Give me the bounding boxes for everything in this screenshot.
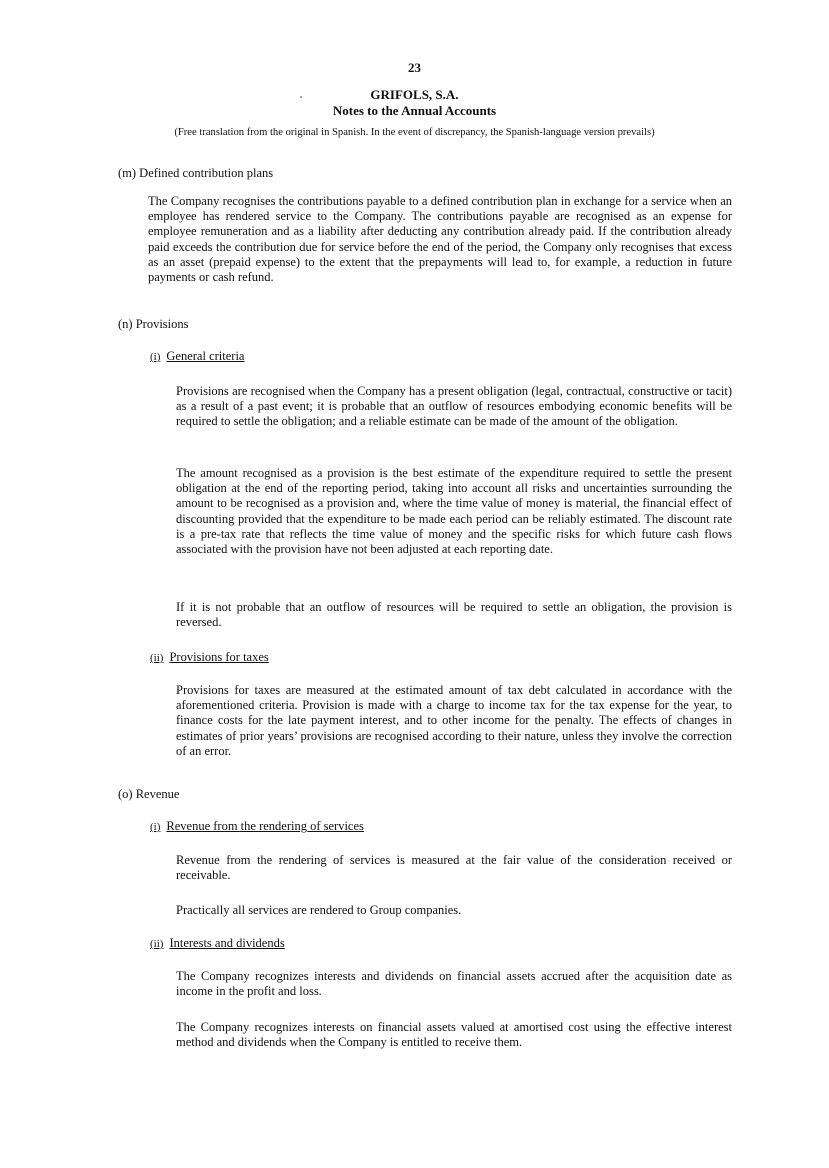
sub-number: (i) <box>150 351 161 363</box>
section-o-heading: (o) Revenue <box>118 787 180 801</box>
services-revenue-paragraph-1: Revenue from the rendering of services is measured at the fair value of the consideration received or receivable. <box>176 853 732 883</box>
section-n-sub1-heading <box>150 349 244 364</box>
company-name: GRIFOLS, S.A. <box>370 87 459 102</box>
page-number: 23 <box>408 60 421 75</box>
sub-title: Provisions for taxes <box>169 650 269 664</box>
general-criteria-paragraph-1: Provisions are recognised when the Company has a present obligation (legal, contractual, constructive or tacit) as a result of a past event; it is probable that an outflow of resources embodying economic benefits will be required to settle the obligation; and a reliable estimate can be made of the amount of the obligation. <box>176 384 732 429</box>
sub-title: General criteria <box>166 349 245 363</box>
sub-title: Interests and dividends <box>169 936 285 950</box>
services-revenue-paragraph-2: Practically all services are rendered to Group companies. <box>176 903 462 917</box>
section-o-sub1-heading <box>150 819 364 834</box>
provisions-for-taxes-paragraph: Provisions for taxes are measured at the estimated amount of tax debt calculated in accordance with the aforementioned criteria. Provision is made with a charge to income tax for the tax expense for the year, to finance costs for the late payment interest, and to other income for the penalty. The effects of changes in estimates of prior years’ provisions are recognised according to their nature, unless they involve the correction of an error. <box>176 683 732 758</box>
interests-dividends-paragraph-1: The Company recognizes interests and dividends on financial assets accrued after the acquisition date as income in the profit and loss. <box>176 969 732 999</box>
section-n-sub2-heading <box>150 650 269 665</box>
stray-dot-mark <box>300 96 302 98</box>
general-criteria-paragraph-3: If it is not probable that an outflow of resources will be required to settle an obligation, the provision is reversed. <box>176 600 732 630</box>
general-criteria-paragraph-2: The amount recognised as a provision is the best estimate of the expenditure required to settle the present obligation at the end of the reporting period, taking into account all risks and uncertainties surrounding the amount to be recognised as a provision and, where the time value of money is material, the financial effect of discounting provided that the expenditure to be made each period can be reliably estimated. The discount rate is a pre-tax rate that reflects the time value of money and the specific risks for which future cash flows associated with the provision have not been adjusted at each reporting date. <box>176 466 732 557</box>
sub-number: (ii) <box>150 938 164 950</box>
interests-dividends-paragraph-2: The Company recognizes interests on financial assets valued at amortised cost using the effective interest method and dividends when the Company is entitled to receive them. <box>176 1020 732 1050</box>
section-o-sub2-heading <box>150 936 285 951</box>
translation-note: (Free translation from the original in Spanish. In the event of discrepancy, the Spanish-language version prevails) <box>174 127 655 138</box>
sub-number: (ii) <box>150 652 164 664</box>
sub-title: Revenue from the rendering of services <box>166 819 364 833</box>
section-m-heading: (m) Defined contribution plans <box>118 166 274 180</box>
section-n-heading: (n) Provisions <box>118 317 189 331</box>
sub-number: (i) <box>150 821 161 833</box>
section-m-paragraph: The Company recognises the contributions payable to a defined contribution plan in exchange for a service when an employee has rendered service to the Company. The contributions payable are recognised as an expense for employee remuneration and as a liability after deducting any contribution already paid. If the contribution already paid exceeds the contribution due for service before the end of the period, the Company only recognises that excess as an asset (prepaid expense) to the extent that the prepayments will lead to, for example, a reduction in future payments or cash refund. <box>148 194 732 285</box>
document-subtitle: Notes to the Annual Accounts <box>332 103 497 118</box>
